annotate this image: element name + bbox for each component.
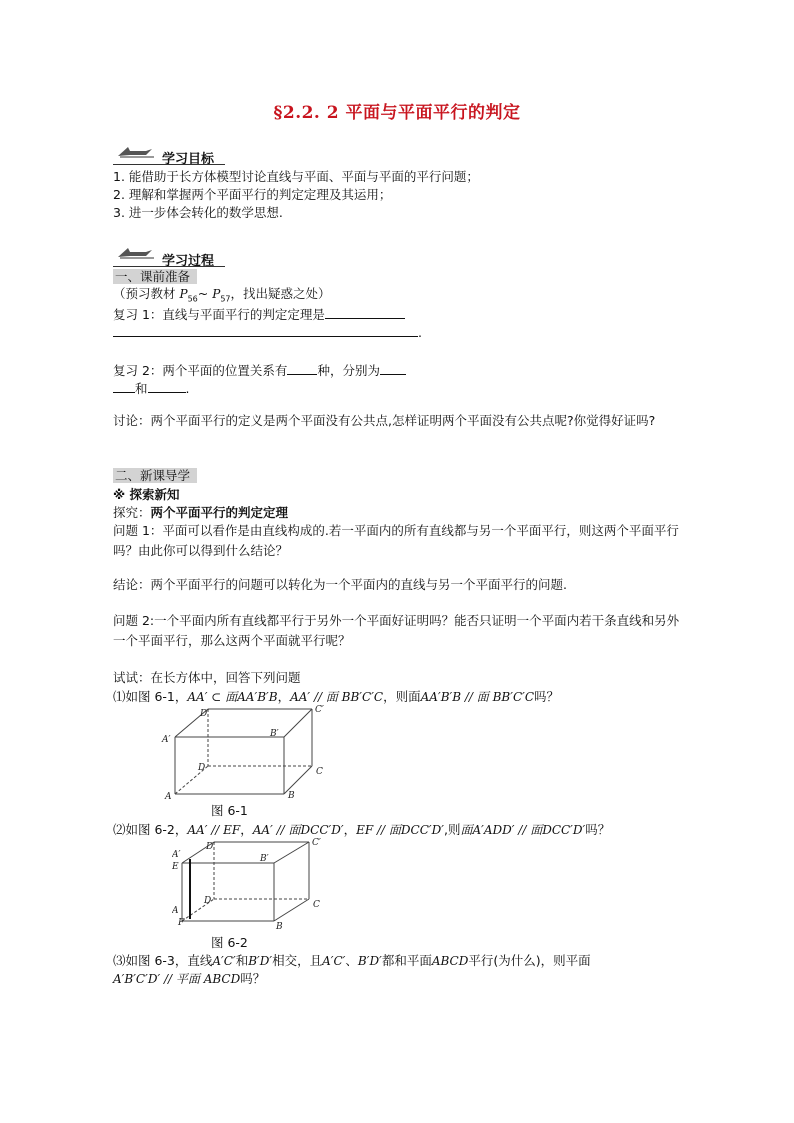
fig2-label: A′ [172,850,181,860]
figure-6-2 [172,837,332,933]
goal-item-2: 2. 理解和掌握两个平面平行的判定定理及其运用； [113,187,392,202]
fig2-label: D′ [206,842,216,852]
section-new-bar: 二、新课导学 [113,468,197,483]
fig1-label: C [316,767,323,777]
fig2-label: A [172,906,179,916]
discussion-text: 讨论：两个平面平行的定义是两个平面没有公共点,怎样证明两个平面没有公共点呢?你觉得好证吗? [113,413,656,428]
goal-item-3: 3. 进一步体会转化的数学思想. [113,205,283,220]
preview-line: （预习教材 $P_{56}\sim$ $P_{57}$，找出疑惑之处） [113,286,331,304]
explore-line: 探究：两个平面平行的判定定理 [113,505,289,520]
figure-6-1-caption: 图 6-1 [211,803,248,818]
fig2-label: C [313,900,320,910]
fig2-label: B′ [260,854,269,864]
process-heading-rule [113,266,225,267]
question-2: 问题 2:一个平面内所有直线都平行于另外一个平面好证明吗？能否只证明一个平面内若干条直线和另外一个平面平行，那么这两个平面就平行呢？ [113,613,680,648]
goals-heading: 学习目标 [162,152,215,167]
goal-item-1: 1. 能借助于长方体模型讨论直线与平面、平面与平面的平行问题； [113,169,479,184]
conclusion-text: 结论：两个平面平行的问题可以转化为一个平面内的直线与另一个平面平行的问题. [113,577,567,592]
try-text: 试试：在长方体中，回答下列问题 [113,670,301,685]
fig1-label: D′ [200,709,210,719]
blank-field[interactable] [380,361,406,375]
fig1-label: B′ [270,729,279,739]
blank-field[interactable] [325,305,405,319]
figure-6-2-caption: 图 6-2 [211,935,248,950]
fig1-label: B [288,791,295,800]
fig2-label: D [204,896,212,906]
review-1-cont: . [113,323,422,341]
fig2-label: E [172,862,179,872]
figure-6-1 [160,704,330,800]
question-1: 问题 1：平面可以看作是由直线构成的.若一平面内的所有直线都与另一个平面平行，则这两个平面平行吗？由此你可以得到什么结论？ [113,523,679,558]
explore-new-label: ※ 探索新知 [113,487,180,502]
item-2: ⑵如图 6-2，AA′ // EF，AA′ // 面DCC′D′，EF // 面DCC′D′,则面A′ADD′ // 面DCC′D′吗？ [113,822,611,837]
fig2-label: B [276,922,283,932]
fig2-label: F [178,918,185,928]
fig1-label: C′ [315,705,324,715]
blank-field[interactable] [148,379,186,393]
fig1-label: A′ [162,735,171,745]
review-2-cont: 和 . [113,379,190,397]
pen-icon [116,143,156,159]
item-3-cont: A′B′C′D′ // 平面 ABCD吗？ [113,971,266,986]
fig2-label: C′ [312,838,321,848]
blank-field[interactable] [113,379,135,393]
blank-field[interactable] [113,323,418,337]
item-3: ⑶如图 6-3，直线A′C′和B′D′相交，且A′C′、B′D′都和平面ABCD平行(为什么)，则平面 [113,953,591,968]
item-1: ⑴如图 6-1，AA′ ⊂ 面AA′B′B，AA′ // 面 BB′C′C，则面AA′B′B // 面 BB′C′C吗？ [113,689,560,704]
review-2: 复习 2：两个平面的位置关系有 种，分别为 [113,361,406,379]
fig1-label: D [198,763,206,773]
goals-heading-rule [113,164,225,165]
pen-icon [116,244,156,260]
blank-field[interactable] [287,361,317,375]
fig1-label: A [165,792,172,800]
section-prep-bar: 一、课前准备 [113,269,197,284]
review-1: 复习 1：直线与平面平行的判定定理是 [113,305,405,323]
process-heading: 学习过程 [162,254,215,269]
page-title: §2.2. 2 平面与平面平行的判定 [273,103,521,123]
